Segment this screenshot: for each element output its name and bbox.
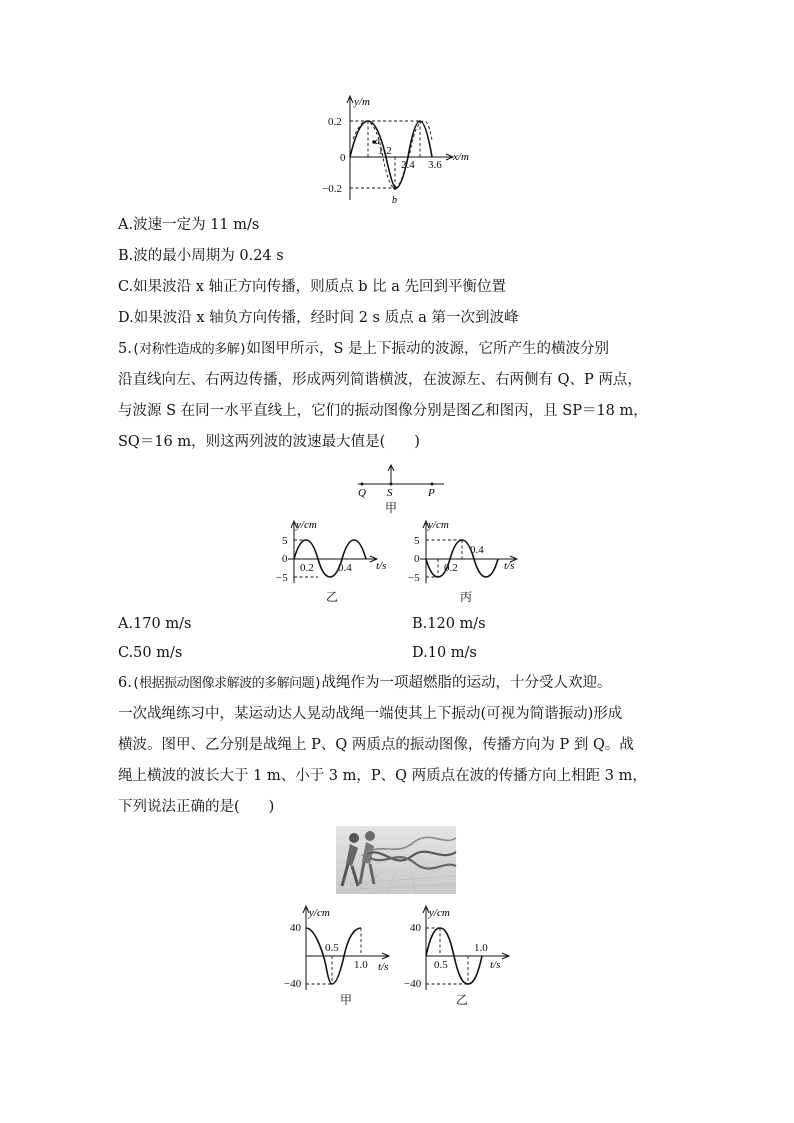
- q5-option-b: B.120 m/s: [412, 616, 486, 632]
- battle-rope-photo: [336, 826, 456, 894]
- bing-x-tick-0.4: 0.4: [470, 544, 484, 556]
- q5-figure-bing: [410, 517, 540, 605]
- q6-jia-x-tick-0.5: 0.5: [325, 942, 339, 954]
- q6-stem-line-1: [118, 673, 612, 694]
- yi-x-tick-0.2: 0.2: [300, 562, 314, 574]
- q6-stem-line-5: 下列说法正确的是( ): [118, 799, 275, 815]
- x-tick-3.6: 3.6: [428, 159, 442, 171]
- q6-text-1: 战绳作为一项超燃脂的运动，十分受人欢迎。: [321, 675, 612, 691]
- yi-caption: 乙: [326, 590, 339, 604]
- q6-figure-yi: [404, 904, 522, 1008]
- q5-stem-line-2: 沿直线向左、右两边传播，形成两列简谐横波，在波源左、右两侧有 Q、P 两点，: [118, 372, 642, 388]
- y-tick-0.2: 0.2: [328, 116, 342, 128]
- q6-stem-line-3: 横波。图甲、乙分别是战绳上 P、Q 两质点的振动图像，传播方向为 P 到 Q。战: [118, 737, 634, 753]
- yi-y-tick-0: 0: [282, 553, 288, 565]
- x-tick-1.2: 1.2: [378, 145, 392, 157]
- q6-jia-y-label: y/cm: [309, 907, 330, 919]
- q5-number: 5.: [118, 341, 132, 357]
- q6-yi-x-tick-0.5: 0.5: [434, 959, 448, 971]
- q4-option-c: C.如果波沿 x 轴正方向传播，则质点 b 比 a 先回到平衡位置: [118, 279, 506, 295]
- bing-y-tick-neg5: −5: [408, 572, 420, 584]
- x-tick-2.4: 2.4: [401, 159, 415, 171]
- y-axis-label: y/m: [354, 96, 370, 108]
- yi-x-label: t/s: [376, 560, 387, 572]
- q6-yi-x-tick-1.0: 1.0: [474, 942, 488, 954]
- q4-wave-graph: [316, 92, 480, 206]
- yi-x-tick-0.4: 0.4: [338, 562, 352, 574]
- bing-y-tick-0: 0: [414, 553, 420, 565]
- bing-y-tick-5: 5: [414, 535, 420, 547]
- bing-x-label: t/s: [504, 560, 515, 572]
- point-q-label: Q: [358, 487, 366, 499]
- q6-jia-caption: 甲: [340, 993, 353, 1007]
- q6-tag: (根据振动图像求解波的多解问题): [131, 676, 322, 691]
- q4-option-b: B.波的最小周期为 0.24 s: [118, 248, 284, 264]
- yi-y-label: y/cm: [296, 519, 317, 531]
- y-tick-0: 0: [340, 152, 346, 164]
- q5-stem-line-3: 与波源 S 在同一水平直线上，它们的振动图像分别是图乙和图丙，且 SP＝18 m，: [118, 403, 648, 419]
- figure-jia-caption: 甲: [385, 501, 398, 515]
- q6-jia-x-label: t/s: [378, 961, 389, 973]
- point-s-label: S: [387, 487, 393, 499]
- point-p-label: P: [428, 487, 435, 499]
- q6-jia-y-tick-neg40: −40: [284, 978, 302, 990]
- q6-yi-x-label: t/s: [490, 959, 501, 971]
- q6-jia-x-tick-1.0: 1.0: [354, 959, 368, 971]
- q5-option-d: D.10 m/s: [412, 645, 477, 661]
- q6-stem-line-2: 一次战绳练习中，某运动达人晃动战绳一端使其上下振动(可视为简谐振动)形成: [118, 706, 623, 722]
- q5-text-1: 如图甲所示，S 是上下振动的波源，它所产生的横波分别: [246, 341, 610, 357]
- q6-figure-jia: [284, 904, 402, 1008]
- bing-caption: 丙: [460, 590, 473, 604]
- q6-yi-y-tick-neg40: −40: [404, 978, 422, 990]
- bing-x-tick-0.2: 0.2: [444, 562, 458, 574]
- q6-yi-y-label: y/cm: [429, 907, 450, 919]
- q6-yi-caption: 乙: [456, 993, 469, 1007]
- q5-stem-line-1: [118, 339, 609, 360]
- source-arrow: [388, 465, 394, 484]
- q5-tag: (对称性造成的多解): [131, 342, 247, 357]
- q6-jia-y-tick-40: 40: [290, 922, 301, 934]
- yi-y-tick-neg5: −5: [276, 572, 288, 584]
- q4-option-a: A.波速一定为 11 m/s: [118, 217, 260, 233]
- q6-stem-line-4: 绳上横波的波长大于 1 m、小于 3 m，P、Q 两质点在波的传播方向上相距 3 m，: [118, 768, 647, 784]
- q5-option-a: A.170 m/s: [118, 616, 192, 632]
- q4-option-d: D.如果波沿 x 轴负方向传播，经时间 2 s 质点 a 第一次到波峰: [118, 310, 519, 326]
- point-b-label: b: [392, 195, 397, 206]
- q5-figure-yi: [268, 517, 398, 605]
- q5-stem-line-4: SQ＝16 m，则这两列波的波速最大值是( ): [118, 434, 420, 450]
- q5-figure-jia: [350, 463, 450, 515]
- yi-y-tick-5: 5: [282, 535, 288, 547]
- q6-yi-y-tick-40: 40: [410, 922, 421, 934]
- q5-option-c: C.50 m/s: [118, 645, 183, 661]
- q6-number: 6.: [118, 675, 132, 691]
- y-tick-neg0.2: −0.2: [322, 183, 342, 195]
- bing-y-label: y/cm: [428, 519, 449, 531]
- point-a-label: a: [375, 136, 380, 147]
- x-axis-label: x/m: [453, 151, 469, 163]
